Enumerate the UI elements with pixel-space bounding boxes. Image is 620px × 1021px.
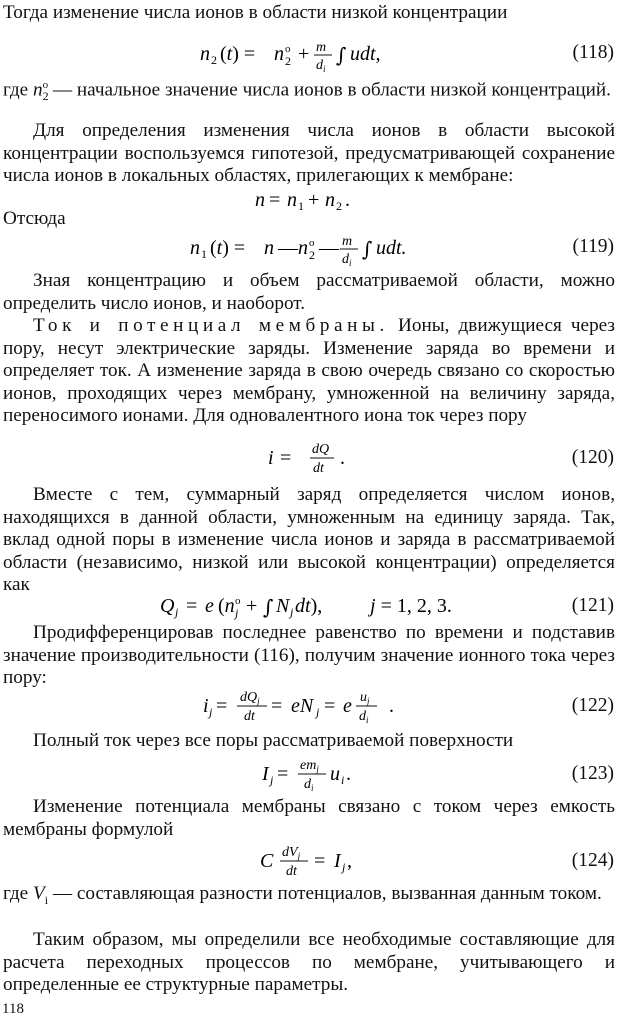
svg-text:I: I <box>334 850 341 872</box>
svg-text:n: n <box>200 43 210 65</box>
svg-text:e: e <box>343 695 352 717</box>
svg-text:=: = <box>271 695 283 717</box>
svg-text:dt: dt <box>244 709 255 724</box>
svg-text:n: n <box>190 237 200 259</box>
svg-text:.: . <box>340 447 345 469</box>
svg-text:+: + <box>246 595 258 617</box>
paragraph-differentiate: Продифференцировав последнее равенство по времени и подставив значение производительности (116), получим значение ионного тока через пору: <box>3 622 615 689</box>
equation-number-120: (120) <box>571 447 614 468</box>
svg-text:n: n <box>255 189 265 211</box>
equation-number-121: (121) <box>571 595 614 616</box>
svg-text:j: j <box>175 605 179 619</box>
svg-text:m: m <box>342 234 353 249</box>
svg-text:N: N <box>276 595 290 617</box>
svg-text:1: 1 <box>298 199 304 213</box>
paragraph-concentration-volume: Зная концентрацию и объем рассматриваемой области, можно определить число ионов, и наоборот. <box>3 270 615 314</box>
svg-text:j = 1, 2, 3.: j = 1, 2, 3. <box>370 595 452 617</box>
paragraph-high-concentration: Для определения изменения числа ионов в области высокой концентрации воспользуемся гипотезой, предусматривающей сохранение числа ионов в локальных областях, прилегающих к мембране: <box>3 120 615 187</box>
svg-text:+: + <box>308 189 320 211</box>
svg-text:dt: dt <box>313 461 324 476</box>
formula-119 <box>190 232 450 266</box>
svg-text:dVj: $dV_j$ <box>282 845 301 861</box>
equation-121 <box>0 591 620 621</box>
formula-123 <box>262 756 402 792</box>
svg-text:n: n <box>264 237 274 259</box>
svg-text:j: j <box>342 860 346 874</box>
paragraph-total-current: Полный ток через все поры рассматриваемой поверхности <box>33 730 514 751</box>
svg-text:di: $d_i$ <box>342 252 352 266</box>
formula-122 <box>203 688 433 724</box>
svg-text:m: m <box>316 40 327 55</box>
svg-text:i: i <box>268 447 274 469</box>
paragraph-n2-definition: где $n_2^o$ — начальное значение числа ионов в области низкой концентраций. <box>3 79 611 104</box>
paragraph-conclusion: Таким образом, мы определили все необходимые составляющие для расчета переходных процессов по мембране, учитывающего и определенные ее структурные параметры. <box>3 929 615 996</box>
svg-text:uj: $u_j$ <box>360 690 370 706</box>
svg-text:o: o <box>235 595 241 607</box>
equation-number-122: (122) <box>571 695 614 716</box>
equation-119 <box>0 232 620 266</box>
svg-text:.: . <box>345 189 350 211</box>
paragraph-current-and-potential: Ток и потенциал мембраны. Ионы, движущиеся через пору, несут электрические заряды. Изменение заряда во времени и определяет ток. А изменение заряда в свою очередь связано со скоростью ионов, проходящих через мембрану, умноженной на величину заряда, переносимого ионами. Для одновалентного иона ток через пору <box>3 315 616 427</box>
svg-text:j: j <box>316 705 320 719</box>
svg-text:=: = <box>269 189 281 211</box>
equation-122 <box>0 688 620 724</box>
svg-text:=: = <box>324 695 336 717</box>
svg-text:—: — <box>319 237 339 259</box>
svg-text:=: = <box>280 447 292 469</box>
svg-text:j: j <box>209 705 213 719</box>
paragraph-vi-definition: где $V_i$ — составляющая разности потенциалов, вызванная данным током. <box>3 883 602 907</box>
formula-120 <box>268 440 388 476</box>
svg-text:—: — <box>278 237 298 259</box>
svg-text:C: C <box>260 850 274 872</box>
section-heading-current-potential: Ток и потенциал мембраны. <box>33 315 389 336</box>
svg-text:∫: ∫ <box>263 595 274 619</box>
svg-text:di: $d_i$ <box>304 777 314 792</box>
svg-text:2: 2 <box>211 53 217 67</box>
svg-text:dt: dt <box>286 864 297 879</box>
svg-text:n: n <box>298 237 308 259</box>
paragraph-membrane-potential: Изменение потенциала мембраны связано с током через емкость мембраны формулой <box>3 796 615 840</box>
page-number: 118 <box>2 1001 24 1017</box>
formula-121 <box>160 591 490 621</box>
svg-text:=: = <box>314 850 326 872</box>
svg-text:dQ: dQ <box>312 442 330 457</box>
formula-124 <box>260 843 410 879</box>
paragraph-total-charge: Вместе с тем, суммарный заряд определяется числом ионов, находящихся в данной области, умноженным на единицу заряда. Так, вклад одной поры в изменение числа ионов и заряда в рассматриваемой области (независимо, низкой или высокой концентрации) определяется как <box>3 484 615 596</box>
svg-text:(t) =: (t) = <box>210 237 246 259</box>
svg-text:i: i <box>341 773 345 787</box>
svg-text:dQj: $dQ_j$ <box>240 690 260 706</box>
equation-123 <box>0 756 620 792</box>
svg-text:.: . <box>346 763 351 785</box>
svg-text:e: e <box>205 595 214 617</box>
paragraph-intro: Тогда изменение числа ионов в области низкой концентрации <box>3 2 508 23</box>
svg-text:o: o <box>309 237 315 249</box>
svg-text:=: = <box>277 763 289 785</box>
svg-text:n: n <box>274 43 284 65</box>
svg-text:(n: (n <box>218 595 235 617</box>
svg-text:2: 2 <box>285 54 291 68</box>
equation-124 <box>0 843 620 879</box>
svg-text:Q: Q <box>160 595 175 617</box>
svg-text:o: o <box>285 43 291 55</box>
svg-text:eN: eN <box>291 695 314 717</box>
svg-text:u: u <box>330 763 340 785</box>
formula-118 <box>200 38 440 72</box>
svg-text:udt.: udt. <box>376 237 407 259</box>
svg-text:j: j <box>270 773 274 787</box>
paragraph-hence: Отсюда <box>3 208 66 229</box>
svg-text:,: , <box>347 850 352 872</box>
svg-text:1: 1 <box>201 247 207 261</box>
svg-text:2: 2 <box>336 199 342 213</box>
svg-text:udt,: udt, <box>350 43 381 65</box>
equation-number-123: (123) <box>571 763 614 784</box>
svg-text:j: j <box>290 605 294 619</box>
svg-text:∫: ∫ <box>336 43 347 67</box>
equation-number-118: (118) <box>572 42 614 63</box>
svg-text:di: $d_i$ <box>359 709 369 724</box>
svg-text:j: j <box>235 606 239 620</box>
svg-text:2: 2 <box>309 248 315 262</box>
svg-text:i: i <box>203 695 209 717</box>
svg-text:.: . <box>389 695 394 717</box>
equation-number-124: (124) <box>571 850 614 871</box>
svg-text:n: n <box>325 189 335 211</box>
svg-text:n: n <box>287 189 297 211</box>
equation-120 <box>0 440 620 476</box>
svg-text:=: = <box>186 595 198 617</box>
svg-text:=: = <box>216 695 228 717</box>
equation-number-119: (119) <box>572 236 614 257</box>
svg-text:+: + <box>298 43 310 65</box>
svg-text:dt),: dt), <box>295 595 323 617</box>
equation-118 <box>0 38 620 72</box>
svg-text:emj: $em_j$ <box>300 758 319 774</box>
svg-text:(t) =: (t) = <box>220 43 256 65</box>
svg-text:∫: ∫ <box>362 237 373 261</box>
svg-text:I: I <box>262 763 269 785</box>
svg-text:di: $d_i$ <box>316 58 326 72</box>
